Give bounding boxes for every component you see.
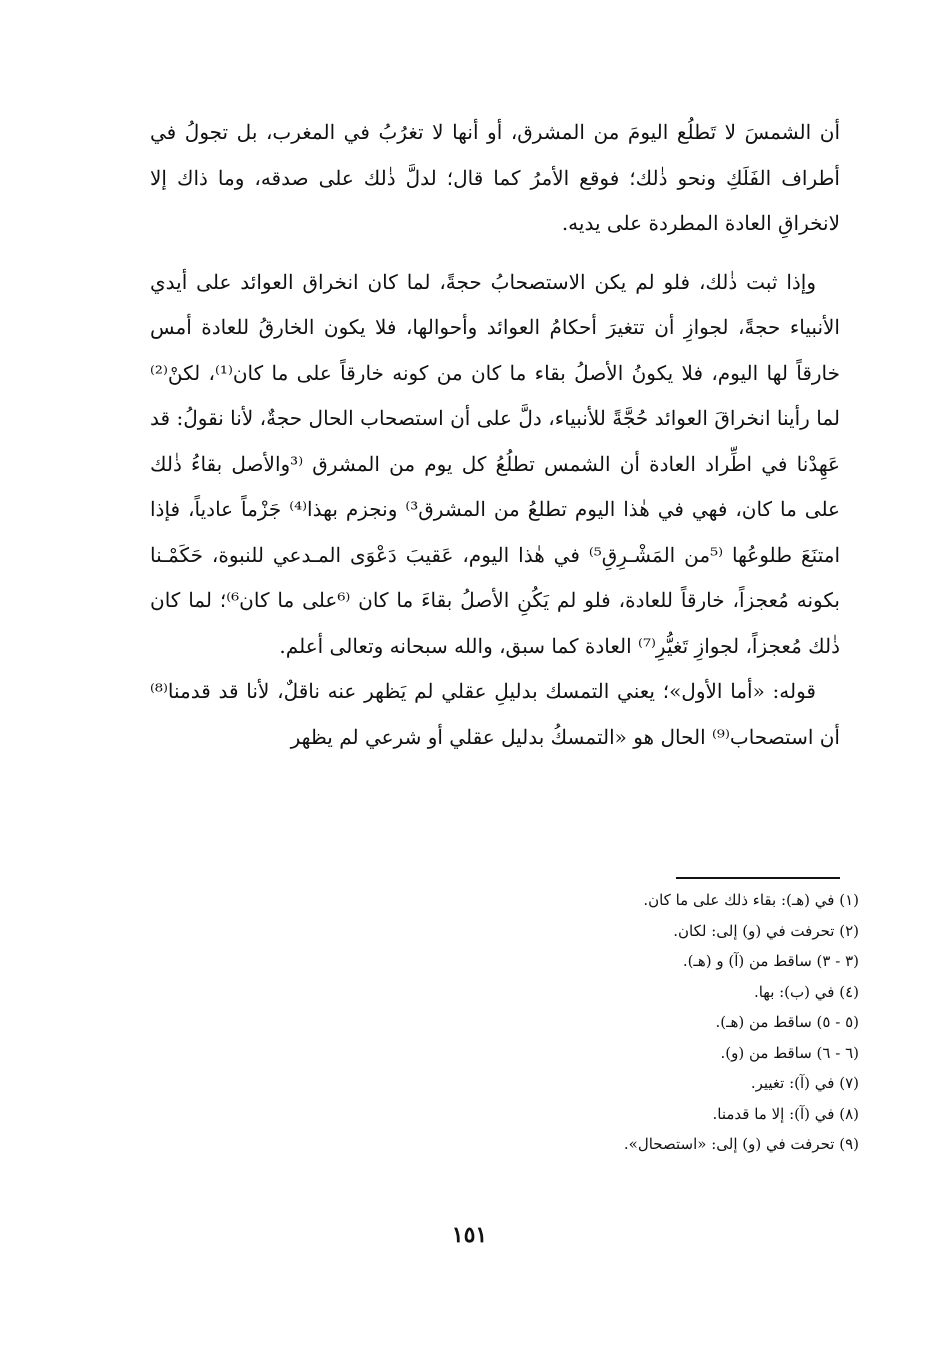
footnote-item: (٩) تحرفت في (و) إلى: «استصحال». xyxy=(623,1135,859,1153)
footnote-item: (٥ - ٥) ساقط من (هـ). xyxy=(715,1013,859,1031)
paragraph-1: أن الشمسَ لا تَطلُع اليومَ من المشرق، أو أنها لا تغرُبُ في المغرب، بل تجولُ في أطراف الفَلَكِ ونحو ذٰلك؛ فوقع الأمرُ كما قال؛ لدلَّ ذٰلك على صدقه، وما ذاك إلا لانخراقِ العادة المطردة على يديه. xyxy=(150,120,840,235)
paragraph-2: وإذا ثبت ذٰلك، فلو لم يكن الاستصحابُ حجةً، لما كان انخراق العوائد على أيدي الأنبياء حجةً، لجوازِ أن تتغيرَ أحكامُ العوائد وأحوالها، فلا يكون الخارقُ للعادة أمس خارقاً لها اليوم، فلا يكونُ الأصلُ بقاء ما كان من كونه خارقاً على ما كان⁽¹⁾، لكنْ⁽²⁾ لما رأينا انخراقَ العوائد حُجَّةً للأنبياء، دلَّ على أن استصحاب الحال حجةٌ، لأنا نقولُ: قد عَهِدْنا في اطِّراد العادة أن الشمس تطلُعُ كل يوم من المشرق ⁽³والأصل بقاءُ ذٰلك على ما كان، فهي في هٰذا اليوم تطلعُ من المشرق³⁾ ونجزم بهذا⁽⁴⁾ جَزْماً عادياً، فإذا امتنَعَ طلوعُها ⁽⁵من المَشْـرِقِ⁵⁾ في هٰذا اليوم، عَقيبَ دَعْوَى المـدعي للنبوة، حَكَمْـنا بكونه مُعجزاً، خارقاً للعادة، فلو لم يَكُنِ الأصلُ بقاءَ ما كان ⁽⁶على ما كان⁶⁾؛ لما كان ذٰلك مُعجزاً، لجوازِ تَغيُّرِ⁽⁷⁾ العادة كما سبق، والله سبحانه وتعالى أعلم. xyxy=(150,269,841,658)
footnote-item: (٨) في (آ): إلا ما قدمنا. xyxy=(712,1104,859,1123)
footnote-item: (٦ - ٦) ساقط من (و). xyxy=(720,1043,859,1062)
footnotes-list xyxy=(159,885,859,1160)
paragraph-spacer xyxy=(150,247,840,260)
footnote-item: (١) في (هـ): بقاء ذلك على ما كان. xyxy=(643,891,859,909)
main-text-block xyxy=(150,110,840,760)
paragraph-3: قوله: «أما الأول»؛ يعني التمسك بدليلِ عقلي لم يَظهر عنه ناقلٌ، لأنا قد قدمنا⁽⁸⁾ أن استصحاب⁽⁹⁾ الحال هو «التمسكُ بدليل عقلي أو شرعي لم يظهر xyxy=(150,679,840,749)
footnote-item: (٤) في (ب): بها. xyxy=(753,982,859,1001)
footnote-separator xyxy=(676,877,840,879)
footnote-item: (٧) في (آ): تغيير. xyxy=(750,1074,859,1092)
footnote-item: (٣ - ٣) ساقط من (آ) و (هـ). xyxy=(682,952,859,970)
page-number: ١٥١ xyxy=(451,1222,488,1248)
footnote-item: (٢) تحرفت في (و) إلى: لكان. xyxy=(673,921,859,940)
